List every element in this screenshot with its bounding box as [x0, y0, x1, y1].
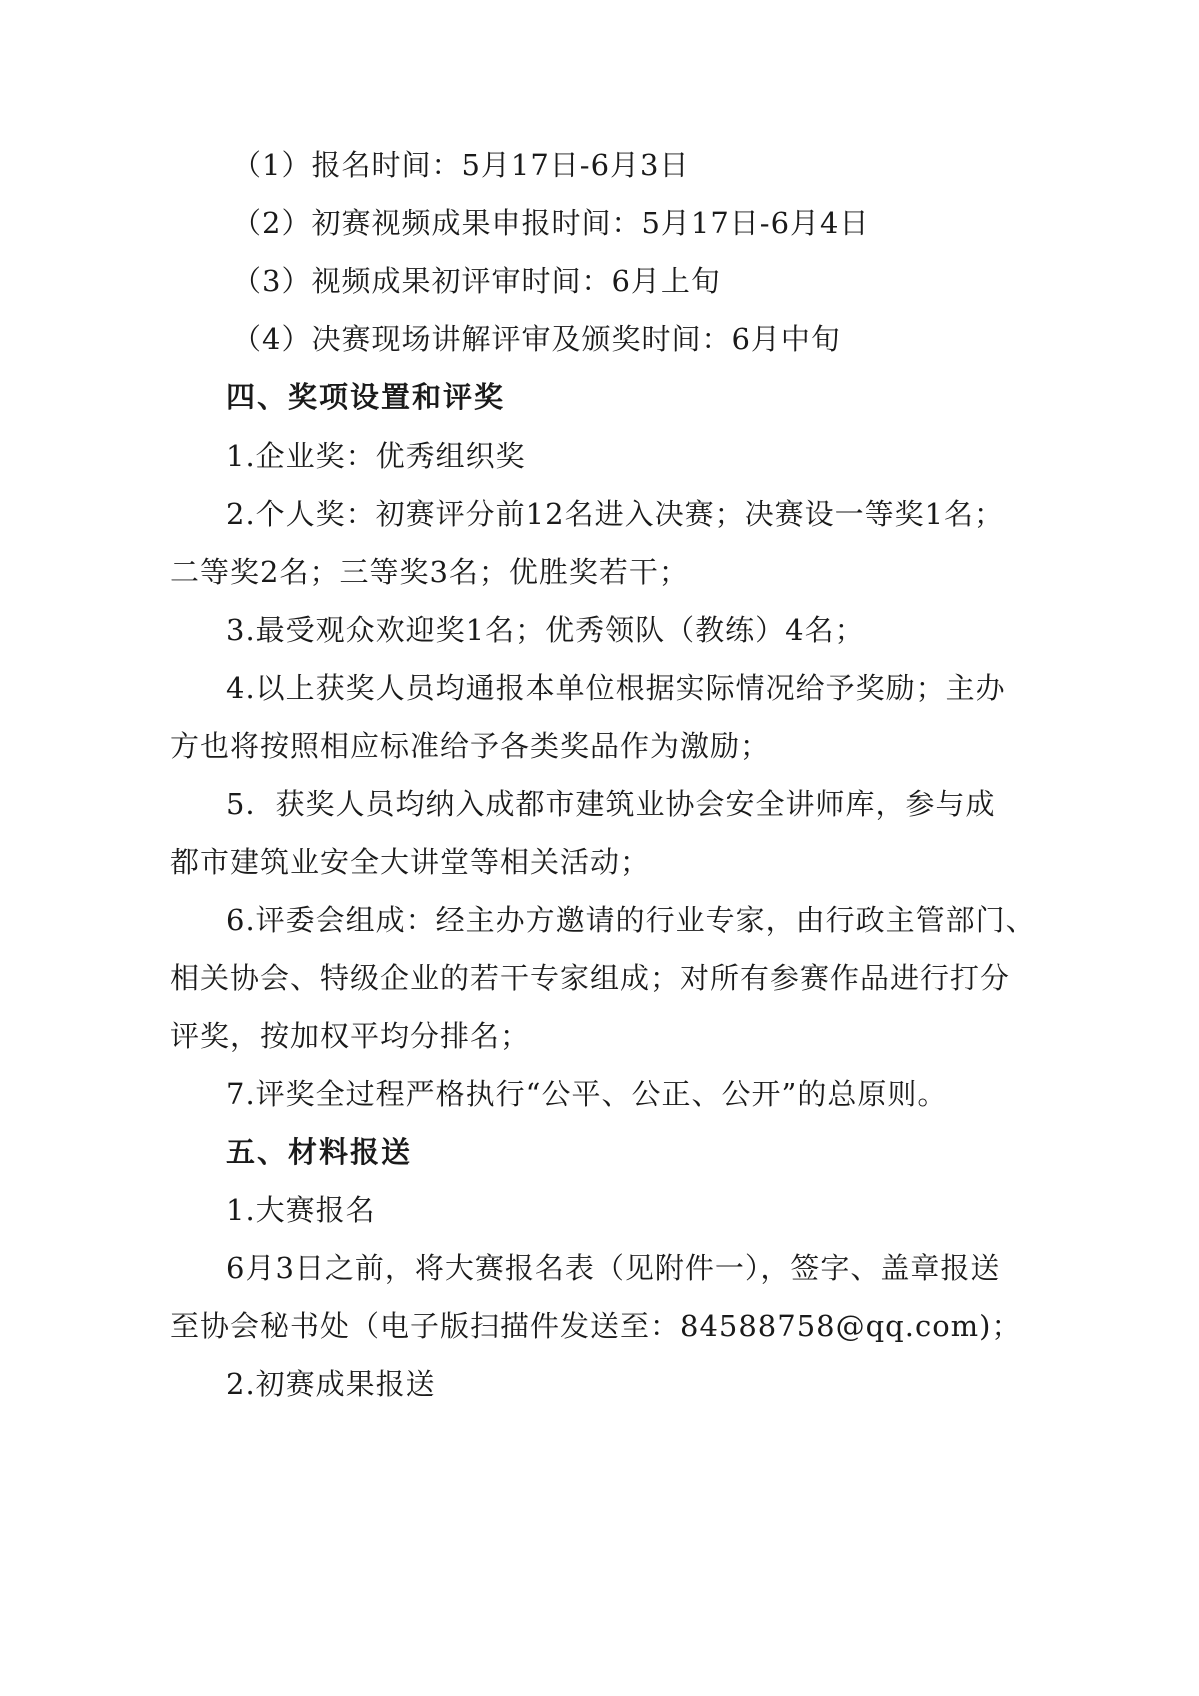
materials-registration-detail-line2: 至协会秘书处（电子版扫描件发送至：84588758@qq.com)； — [170, 1309, 1022, 1343]
schedule-item-preliminary-review: （3）视频成果初评审时间：6月上旬 — [232, 264, 721, 298]
section-heading-awards: 四、奖项设置和评奖 — [226, 380, 506, 414]
materials-preliminary-submission: 2.初赛成果报送 — [226, 1367, 436, 1401]
awards-lecturer-line2: 都市建筑业安全大讲堂等相关活动； — [170, 845, 651, 879]
awards-reward-line1: 4.以上获奖人员均通报本单位根据实际情况给予奖励；主办 — [226, 671, 1006, 705]
awards-principle: 7.评奖全过程严格执行“公平、公正、公开”的总原则。 — [226, 1077, 948, 1111]
awards-jury-line3: 评奖，按加权平均分排名； — [170, 1019, 531, 1053]
awards-individual-line1: 2.个人奖：初赛评分前12名进入决赛；决赛设一等奖1名； — [226, 497, 1005, 531]
awards-individual-line2: 二等奖2名；三等奖3名；优胜奖若干； — [170, 555, 689, 589]
awards-jury-line2: 相关协会、特级企业的若干专家组成；对所有参赛作品进行打分 — [170, 961, 1011, 995]
awards-audience: 3.最受观众欢迎奖1名；优秀领队（教练）4名； — [226, 613, 865, 647]
awards-lecturer-line1: 5．获奖人员均纳入成都市建筑业协会安全讲师库，参与成 — [226, 787, 996, 821]
schedule-item-final: （4）决赛现场讲解评审及颁奖时间：6月中旬 — [232, 322, 841, 356]
awards-jury-line1: 6.评委会组成：经主办方邀请的行业专家，由行政主管部门、 — [226, 903, 1036, 937]
awards-enterprise: 1.企业奖：优秀组织奖 — [226, 439, 526, 473]
materials-registration-detail-line1: 6月3日之前，将大赛报名表（见附件一），签字、盖章报送 — [226, 1251, 1001, 1285]
section-heading-materials: 五、材料报送 — [226, 1135, 413, 1169]
awards-reward-line2: 方也将按照相应标准给予各类奖品作为激励； — [170, 729, 771, 763]
schedule-item-registration: （1）报名时间：5月17日-6月3日 — [232, 148, 690, 182]
schedule-item-preliminary-submission: （2）初赛视频成果申报时间：5月17日-6月4日 — [232, 206, 870, 240]
materials-registration: 1.大赛报名 — [226, 1193, 376, 1227]
